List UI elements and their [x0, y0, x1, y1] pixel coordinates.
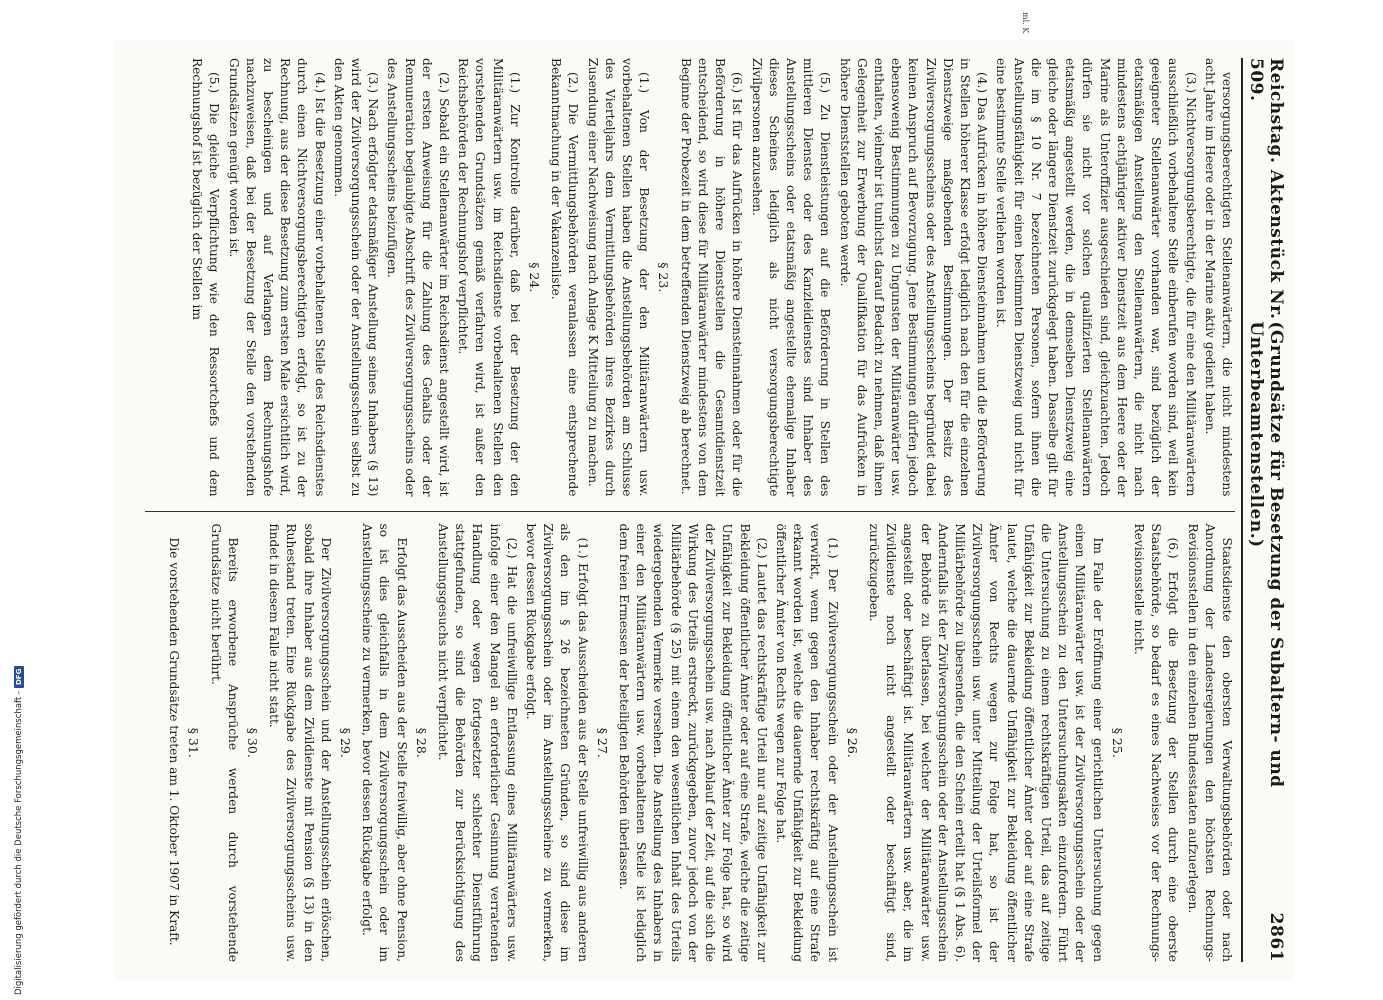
paragraph: (1.) Von der Besetzung der den Militäranwärtern usw. vorbehaltenen Stellen haben die Anstellungsbehörden am Schlusse des Vierteljahrs dem Vermittlungsbehörden ihres Bezirkes durch Zusendung einer Nachweisung nach Anlage K Mitteilung zu machen. [585, 58, 652, 497]
text-columns [145, 58, 1235, 962]
paragraph: (6.) Ist für das Aufrücken in höhere Diensteinnahmen oder für die Beförderung in höhere Dienststellen die Gesamtdienstzeit entscheidend, so wird diese für Militäranwärter mindestens von dem Beginne der Probezeit in dem betreffenden Dienstzweig ab berechnet. [678, 58, 745, 497]
section-heading: § 24. [527, 262, 543, 293]
section-heading: § 28. [413, 727, 429, 758]
document-page [114, 40, 1294, 980]
footer-text: Digitalisierung gefördert durch die Deutsche Forschungsgemeinschaft - [14, 691, 24, 995]
paragraph: (2.) Lautet das rechtskräftige Urteil nur auf zeitige Unfähigkeit zur Bekleidung öffentlicher Ämter oder auf eine Strafe, welche die zeitige Unfähigkeit zur Bekleidung öffentlicher Ämter zur Folge hat, so wird der Zivilversorgungsschein usw. nach Ablauf der Zeit, auf die sich die Wirkung des Urteils erstreckt, zurückgegeben, zuvor jedoch von der Militärbehörde (§ 25) mit einem den wesentlichen Inhalt des Urteils wiedergebenden Vermerke versehen. Die Anstellung des Inhabers in einer den Militäranwärtern usw. vorbehaltenen Stelle ist lediglich dem freien Ermessen der beteiligten Behörden überlassen. [617, 523, 769, 962]
section-heading: § 29. [338, 727, 354, 758]
paragraph: (4.) Ist die Besetzung einer vorbehaltenen Stelle des Reichsdienstes durch einen Nichtversorgungsberechtigten erfolgt, so ist zu der Rechnung, aus der diese Besetzung zum ersten Male ersichtlich wird, zu bescheinigen und auf Verlangen dem Rechnungshofe nachzuweisen, daß bei der Besetzung der Stelle den vorstehenden Grundsätzen genügt worden ist. [226, 58, 327, 497]
paragraph: (1.) Erfolgt das Ausscheiden aus der Stelle unfreiwillig aus anderen als den im § 26 bezeichneten Gründen, so sind diese im Zivilversorgungsschein oder im Anstellungsscheine zu vermerken, bevor dessen Rückgabe erfolgt. [524, 523, 590, 962]
page-number: 2861 [1266, 912, 1286, 962]
section-heading: § 26. [844, 727, 860, 758]
dfg-logo-icon: DFG [14, 666, 24, 688]
paragraph: (5.) Zu Dienstleistungen auf die Beförderung in Stellen des mittleren Dienstes oder des Kanzleidienstes sind Inhaber des Anstellungsscheins oder etatsmäßig angestellte ehemalige Inhaber dieses Scheines lediglich als nicht versorgungsberechtigte Zivilpersonen anzusehen. [749, 58, 833, 497]
digitization-footer [14, 666, 24, 995]
paragraph: versorgungsberechtigten Stellenanwärtern, die nicht mindestens acht Jahre im Heere oder in der Marine aktiv gedient haben. [1202, 58, 1234, 497]
paragraph: (3.) Nach erfolgter etatsmäßiger Anstellung seines Inhabers (§ 13) wird der Zivilversorgungsschein oder der Anstellungsschein selbst zu den Akten genommen. [331, 58, 381, 497]
header-left: Reichstag. Aktenstück Nr. 509. [1246, 58, 1286, 320]
left-column [145, 58, 1235, 497]
paragraph: Erfolgt das Ausscheiden aus der Stelle freiwillig, aber ohne Pension, so ist dies gleichfalls in dem Zivilversorgungsschein oder im Anstellungsscheine zu vermerken, bevor dessen Rückgabe erfolgt. [360, 523, 409, 962]
rotated-sheet [114, 40, 1294, 980]
paragraph: (1.) Der Zivilversorgungsschein oder der Anstellungsschein ist verwirkt, wenn gegen den Inhaber rechtskräftig auf eine Strafe erkannt worden ist, welche die dauernde Unfähigkeit zur Bekleidung öffentlicher Ämter von Rechts wegen zur Folge hat. [773, 523, 840, 962]
paragraph: Der Zivilversorgungsschein und der Anstellungsschein erlöschen, sobald ihre Inhaber aus dem Zivildienste mit Pension (§ 13) in den Ruhestand treten. Eine Rückgabe des Zivilversorgungsscheins usw. findet in diesem Falle nicht statt. [267, 523, 333, 962]
section-heading: § 30. [245, 727, 261, 758]
paragraph: (2.) Die Vermittlungsbehörden veranlassen eine entsprechende Bekanntmachung in der Vakanzenliste. [549, 58, 581, 497]
paragraph: (6.) Erfolgt die Besetzung der Stellen durch eine oberste Staatsbehörde, so bedarf es eines Nachweises vor der Rechnungs-Revisionsstelle nicht. [1131, 523, 1181, 962]
paragraph: Bereits erworbene Ansprüche werden durch vorstehende Grundsätze nicht berührt. [208, 523, 240, 962]
right-column [145, 511, 1235, 963]
section-heading: § 27. [594, 727, 610, 758]
paragraph: (1.) Zur Kontrolle darüber, daß bei der Besetzung der den Militäranwärtern usw. im Reichsdienste vorbehaltenen Stellen den vorstehenden Grundsätzen gemäß verfahren wird, ist außer den Reichsbehörden der Rechnungshof verpflichtet. [456, 58, 522, 497]
section-heading: § 31. [186, 727, 202, 758]
section-heading: § 25. [1109, 727, 1125, 758]
paragraph: (5.) Die gleiche Verpflichtung wie den Ressortchefs und dem Rechnungshof ist bezüglich der Stellen im [190, 58, 222, 497]
paragraph: Die vorstehenden Grundsätze treten am 1. Oktober 1907 in Kraft. [167, 537, 182, 946]
paragraph: Staatsdienste den obersten Verwaltungsbehörden oder nach Anordnung der Landesregierungen den höchsten Rechnungs-Revisionsstellen in den einzelnen Bundesstaaten aufzuerlegen. [1185, 523, 1234, 962]
section-heading: § 23. [656, 262, 672, 293]
paragraph: (2.) Hat die unfreiwillige Entlassung eines Militäranwärters usw. infolge einer den Mangel an erforderlicher Gesinnung verratenden Handlung oder wegen fortgesetzter schlechter Dienstführung stattgefunden, so sind die Behörden zur Berücksichtigung des Anstellungsgesuchs nicht verpflichtet. [436, 523, 519, 962]
paragraph: (4.) Das Aufrücken in höhere Diensteinnahmen und die Beförderung in Stellen höherer Klasse erfolgt lediglich nach den für die einzelnen Dienstzweige maßgebenden Bestimmungen. Der Besitz des Zivilversorgungsscheins oder des Anstellungsscheins begründet dabei keinen Anspruch auf Bevorzugung. Jene Bestimmungen dürfen jedoch ebensowenig Bestimmungen zu Ungunsten der Militäranwärter usw. enthalten, vielmehr ist tunlichst darauf Bedacht zu nehmen, daß ihnen Gelegenheit zur Erwerbung der Qualifikation für das Aufrücken in höhere Dienststellen geboten werde. [837, 58, 990, 497]
paragraph: (3.) Nichtversorgungsberechtigte, die für eine den Militäranwärtern ausschließlich vorbehaltene Stelle einberufen worden sind, weil kein geeigneter Stellenanwärter vorhanden war, sind bezüglich der etatsmäßigen Anstellung den Stellenanwärtern, die nicht nach mindestens achtjähriger aktiver Dienstzeit aus dem Heere oder der Marine als Unteroffizier ausgeschieden sind, gleichzuachten. Jedoch dürfen sie nicht vor solchen qualifizierten Stellenanwärtern etatsmäßig angestellt werden, die in demselben Dienstzweig eine gleiche oder längere Dienstzeit zurückgelegt haben. Dasselbe gilt für die im § 10 Nr. 7 bezeichneten Personen, sofern ihnen die Anstellungsfähigkeit für einen bestimmten Dienstzweig und nicht für eine bestimmte Stelle verliehen worden ist. [994, 58, 1198, 497]
paragraph: Im Falle der Eröffnung einer gerichtlichen Untersuchung gegen einen Militäranwärter usw. ist der Zivilversorgungsschein oder der Anstellungsschein zu den Untersuchungsakten einzufordern. Führt die Untersuchung zu einem rechtskräftigen Urteil, das auf zeitige Unfähigkeit zur Bekleidung öffentlicher Ämter oder auf eine Strafe lautet, welche die dauernde Unfähigkeit zur Bekleidung öffentlicher Ämter von Rechts wegen zur Folge hat, so ist der Zivilversorgungsschein usw. unter Mitteilung der Urteilsformel der Militärbehörde zu übersenden, die den Schein erteilt hat (§ 1 Abs. 6). Andernfalls ist der Zivilversorgungsschein oder der Anstellungsschein der Behörde zu überlassen, bei welcher der Militäranwärter usw. angestellt oder beschäftigt ist. Militäranwärtern usw. aber, die im Zivildienste noch nicht angestellt oder beschäftigt sind, zurückzugeben. [866, 523, 1105, 962]
header-center: (Grundsätze für Besetzung der Subaltern- und Unterbeamtenstellen.) [1246, 321, 1286, 788]
page-header [1241, 58, 1286, 962]
margin-note: ml. K [1021, 12, 1030, 34]
paragraph: (2.) Sobald ein Stellenanwärter im Reichsdienst angestellt wird, ist der ersten Anweisung für die Zahlung des Gehalts oder der Remuneration beglaubigte Abschrift des Zivilversorgungsscheins oder des Anstellungsscheins beizufügen. [385, 58, 452, 497]
